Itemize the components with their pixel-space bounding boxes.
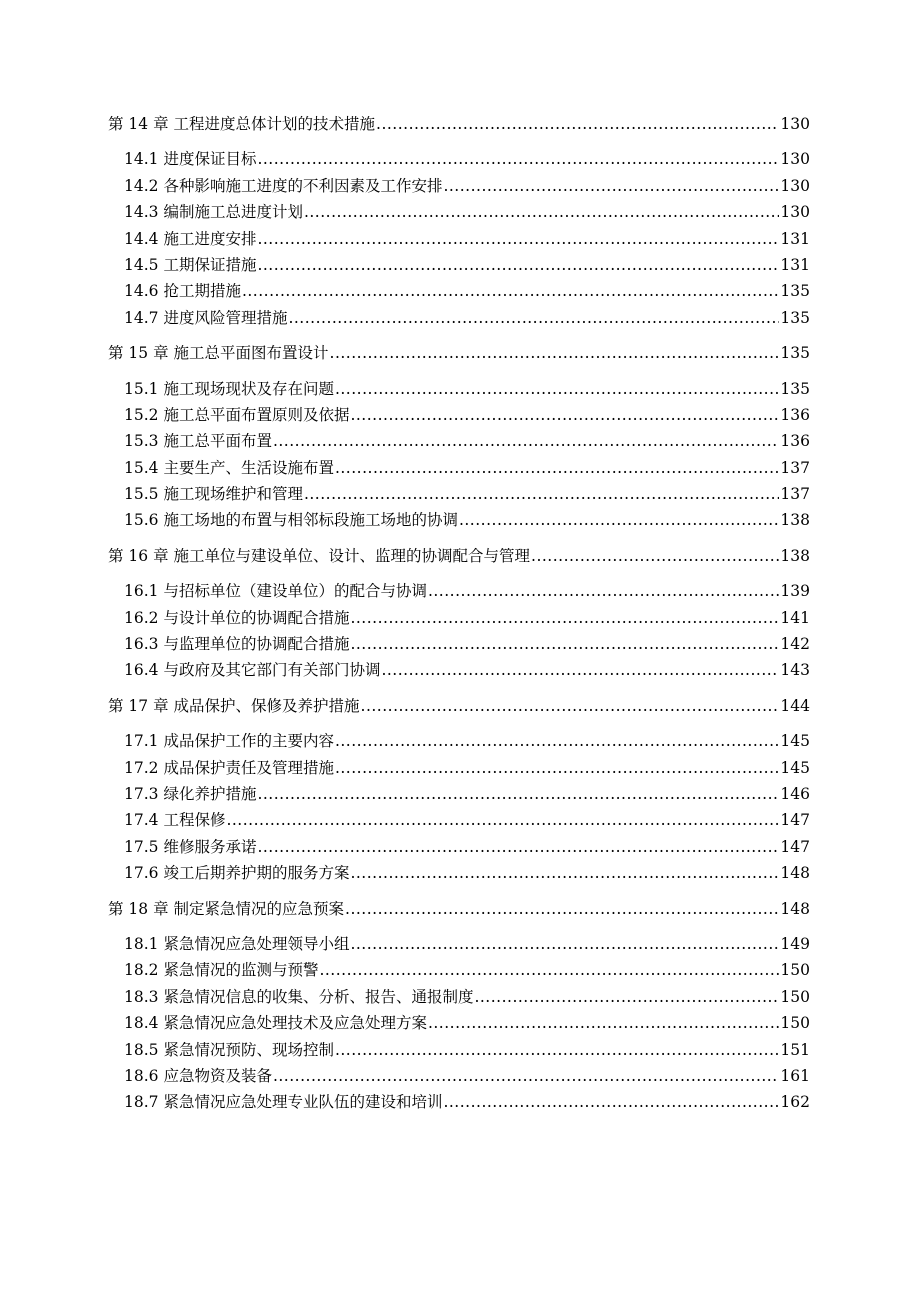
toc-entry-page-number: 142	[780, 635, 810, 654]
toc-section-entry[interactable]	[108, 252, 810, 278]
toc-chapter-entry[interactable]	[108, 111, 810, 137]
toc-entry-title: 14.5 工期保证措施	[124, 255, 257, 274]
dot-leader	[335, 1037, 779, 1063]
dot-leader	[304, 199, 779, 225]
toc-entry-title: 18.7 紧急情况应急处理专业队伍的建设和培训	[124, 1093, 443, 1112]
toc-section-entry[interactable]	[108, 755, 810, 781]
toc-entry-title: 第 15 章 施工总平面图布置设计	[108, 344, 329, 363]
toc-entry-page-number: 150	[780, 961, 810, 980]
table-of-contents	[108, 111, 810, 1116]
dot-leader	[350, 631, 779, 657]
toc-entry-page-number: 130	[780, 150, 810, 169]
dot-leader	[443, 1089, 779, 1115]
toc-section-entry[interactable]	[108, 860, 810, 886]
toc-entry-title: 14.7 进度风险管理措施	[124, 308, 288, 327]
dot-leader	[335, 455, 779, 481]
toc-entry-page-number: 150	[780, 987, 810, 1006]
toc-entry-title: 18.4 紧急情况应急处理技术及应急处理方案	[124, 1014, 427, 1033]
toc-section-entry[interactable]	[108, 226, 810, 252]
dot-leader	[531, 543, 779, 569]
toc-section-entry[interactable]	[108, 402, 810, 428]
toc-entry-title: 15.3 施工总平面布置	[124, 432, 272, 451]
toc-entry-page-number: 144	[780, 696, 810, 715]
dot-leader	[304, 481, 779, 507]
dot-leader	[257, 252, 779, 278]
toc-entry-title: 15.6 施工场地的布置与相邻标段施工场地的协调	[124, 511, 458, 530]
toc-section-entry[interactable]	[108, 173, 810, 199]
toc-entry-page-number: 139	[780, 582, 810, 601]
toc-entry-page-number: 135	[780, 282, 810, 301]
toc-section-entry[interactable]	[108, 376, 810, 402]
toc-entry-title: 16.2 与设计单位的协调配合措施	[124, 608, 350, 627]
toc-section-entry[interactable]	[108, 1037, 810, 1063]
toc-entry-page-number: 149	[780, 934, 810, 953]
toc-entry-title: 18.3 紧急情况信息的收集、分析、报告、通报制度	[124, 987, 474, 1006]
toc-entry-title: 第 16 章 施工单位与建设单位、设计、监理的协调配合与管理	[108, 546, 531, 565]
toc-chapter-entry[interactable]	[108, 693, 810, 719]
toc-entry-page-number: 141	[780, 608, 810, 627]
dot-leader	[350, 605, 779, 631]
toc-entry-title: 18.1 紧急情况应急处理领导小组	[124, 934, 350, 953]
toc-chapter-entry[interactable]	[108, 340, 810, 366]
dot-leader	[345, 896, 779, 922]
toc-section-entry[interactable]	[108, 781, 810, 807]
toc-entry-page-number: 145	[780, 758, 810, 777]
toc-entry-title: 15.2 施工总平面布置原则及依据	[124, 405, 350, 424]
toc-entry-title: 17.5 维修服务承诺	[124, 837, 257, 856]
toc-entry-title: 18.2 紧急情况的监测与预警	[124, 961, 319, 980]
toc-entry-page-number: 136	[780, 405, 810, 424]
toc-section-entry[interactable]	[108, 957, 810, 983]
dot-leader	[350, 860, 779, 886]
toc-section-entry[interactable]	[108, 1010, 810, 1036]
toc-entry-page-number: 146	[780, 784, 810, 803]
toc-section-entry[interactable]	[108, 305, 810, 331]
toc-entry-title: 17.6 竣工后期养护期的服务方案	[124, 864, 350, 883]
toc-entry-page-number: 151	[780, 1040, 810, 1059]
dot-leader	[273, 428, 779, 454]
toc-entry-title: 14.3 编制施工总进度计划	[124, 203, 303, 222]
toc-entry-page-number: 147	[780, 837, 810, 856]
toc-section-entry[interactable]	[108, 578, 810, 604]
toc-entry-page-number: 147	[780, 811, 810, 830]
toc-entry-page-number: 162	[780, 1093, 810, 1112]
toc-entry-page-number: 130	[780, 176, 810, 195]
dot-leader	[428, 578, 779, 604]
dot-leader	[335, 728, 779, 754]
toc-entry-title: 18.5 紧急情况预防、现场控制	[124, 1040, 334, 1059]
dot-leader	[350, 931, 779, 957]
toc-section-entry[interactable]	[108, 455, 810, 481]
dot-leader	[319, 957, 779, 983]
toc-section-entry[interactable]	[108, 631, 810, 657]
toc-entry-title: 第 18 章 制定紧急情况的应急预案	[108, 899, 345, 918]
dot-leader	[257, 781, 779, 807]
toc-entry-page-number: 135	[780, 308, 810, 327]
toc-entry-title: 17.1 成品保护工作的主要内容	[124, 732, 334, 751]
toc-entry-title: 15.1 施工现场现状及存在问题	[124, 379, 334, 398]
dot-leader	[428, 1010, 779, 1036]
toc-section-entry[interactable]	[108, 481, 810, 507]
toc-entry-title: 15.5 施工现场维护和管理	[124, 485, 303, 504]
toc-section-entry[interactable]	[108, 1063, 810, 1089]
toc-entry-page-number: 145	[780, 732, 810, 751]
dot-leader	[330, 340, 780, 366]
dot-leader	[242, 278, 779, 304]
dot-leader	[257, 146, 779, 172]
toc-chapter-entry[interactable]	[108, 543, 810, 569]
toc-entry-page-number: 136	[780, 432, 810, 451]
toc-entry-title: 17.4 工程保修	[124, 811, 226, 830]
toc-entry-title: 第 14 章 工程进度总体计划的技术措施	[108, 115, 376, 133]
toc-section-entry[interactable]	[108, 507, 810, 533]
toc-section-entry[interactable]	[108, 199, 810, 225]
toc-entry-title: 14.4 施工进度安排	[124, 229, 257, 248]
dot-leader	[226, 807, 779, 833]
toc-section-entry[interactable]	[108, 278, 810, 304]
toc-entry-title: 17.2 成品保护责任及管理措施	[124, 758, 334, 777]
toc-entry-title: 18.6 应急物资及装备	[124, 1066, 272, 1085]
toc-entry-page-number: 161	[780, 1066, 810, 1085]
toc-section-entry[interactable]	[108, 984, 810, 1010]
dot-leader	[350, 402, 779, 428]
toc-entry-title: 14.6 抢工期措施	[124, 282, 241, 301]
dot-leader	[459, 507, 779, 533]
dot-leader	[288, 305, 779, 331]
toc-entry-page-number: 137	[780, 458, 810, 477]
toc-entry-title: 14.1 进度保证目标	[124, 150, 257, 169]
toc-section-entry[interactable]	[108, 146, 810, 172]
dot-leader	[361, 693, 780, 719]
dot-leader	[381, 657, 779, 683]
toc-entry-title: 16.3 与监理单位的协调配合措施	[124, 635, 350, 654]
dot-leader	[273, 1063, 779, 1089]
toc-chapter-entry[interactable]	[108, 896, 810, 922]
toc-entry-title: 第 17 章 成品保护、保修及养护措施	[108, 696, 360, 715]
toc-entry-page-number: 150	[780, 1014, 810, 1033]
toc-entry-page-number: 143	[780, 661, 810, 680]
toc-entry-page-number: 137	[780, 485, 810, 504]
dot-leader	[443, 173, 779, 199]
toc-entry-title: 14.2 各种影响施工进度的不利因素及工作安排	[124, 176, 443, 195]
toc-section-entry[interactable]	[108, 931, 810, 957]
toc-entry-page-number: 138	[780, 546, 810, 565]
toc-entry-page-number: 148	[780, 864, 810, 883]
toc-entry-page-number: 138	[780, 511, 810, 530]
toc-entry-page-number: 131	[780, 255, 810, 274]
toc-section-entry[interactable]	[108, 1089, 810, 1115]
dot-leader	[335, 755, 779, 781]
toc-section-entry[interactable]	[108, 605, 810, 631]
dot-leader	[257, 834, 779, 860]
toc-entry-page-number: 148	[780, 899, 810, 918]
dot-leader	[257, 226, 779, 252]
toc-entry-title: 16.1 与招标单位（建设单位）的配合与协调	[124, 582, 427, 601]
toc-entry-title: 15.4 主要生产、生活设施布置	[124, 458, 334, 477]
toc-entry-page-number: 130	[780, 115, 810, 133]
dot-leader	[335, 376, 779, 402]
toc-section-entry[interactable]	[108, 428, 810, 454]
toc-section-entry[interactable]	[108, 657, 810, 683]
dot-leader	[474, 984, 779, 1010]
toc-entry-page-number: 130	[780, 203, 810, 222]
dot-leader	[376, 111, 779, 137]
toc-section-entry[interactable]	[108, 728, 810, 754]
toc-section-entry[interactable]	[108, 834, 810, 860]
toc-section-entry[interactable]	[108, 807, 810, 833]
toc-entry-page-number: 135	[780, 344, 810, 363]
toc-entry-page-number: 135	[780, 379, 810, 398]
toc-entry-title: 17.3 绿化养护措施	[124, 784, 257, 803]
toc-entry-page-number: 131	[780, 229, 810, 248]
toc-entry-title: 16.4 与政府及其它部门有关部门协调	[124, 661, 381, 680]
